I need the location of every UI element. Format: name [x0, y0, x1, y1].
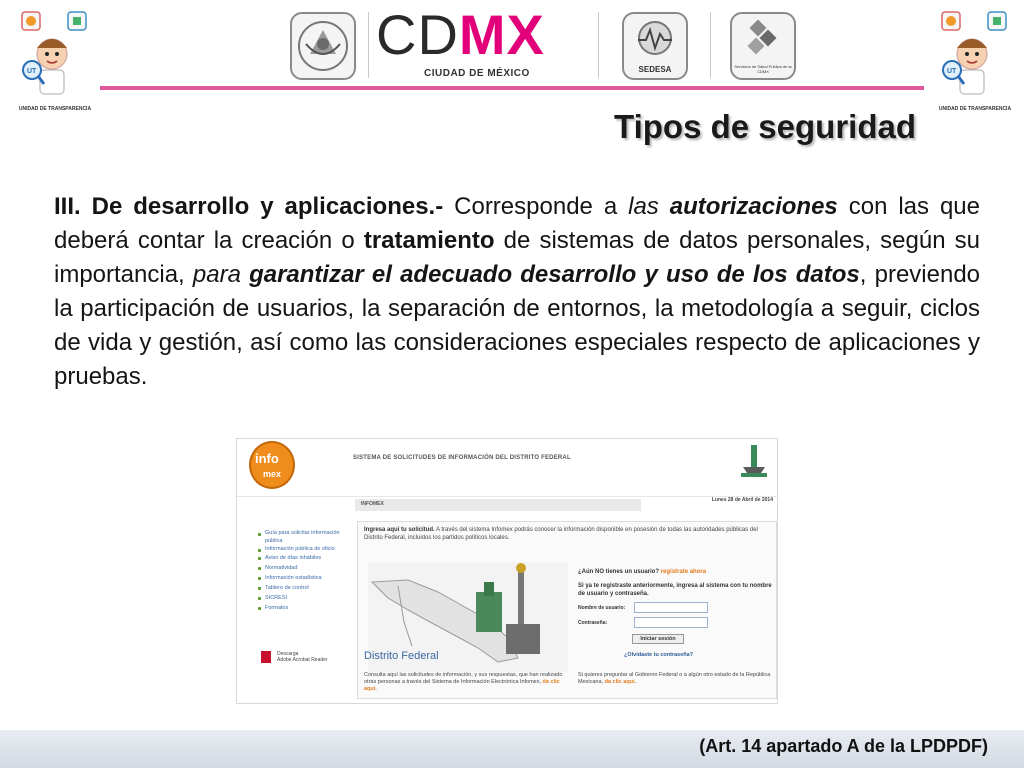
infomex-main-panel: [357, 521, 777, 699]
sidebar-item[interactable]: Información estadística: [257, 573, 349, 583]
password-input[interactable]: [634, 617, 708, 628]
password-label: Contraseña:: [578, 619, 608, 626]
sidebar-item[interactable]: SICRESI: [257, 593, 349, 603]
region-label: Distrito Federal: [364, 650, 439, 662]
sidebar-item[interactable]: Guía para solicitar información pública: [257, 529, 349, 545]
intro-bold: Ingresa aquí tu solicitud.: [364, 527, 435, 533]
slide-title: Tipos de seguridad: [614, 108, 916, 145]
consult-body: Consulta aquí las solicitudes de información, y sus respuestas, que han realizado otras personas a través del Sistema de Información Electrónica Infomex,: [364, 672, 563, 685]
paragraph-italic: para: [192, 261, 250, 288]
paragraph-italic: las: [628, 193, 670, 220]
svg-text:UT: UT: [27, 68, 37, 75]
eagle-seal-icon: [292, 14, 354, 78]
system-title: SISTEMA DE SOLICITUDES DE INFORMACIÓN DEL DISTRITO FEDERAL: [353, 455, 571, 461]
sidebar-item[interactable]: Normatividad: [257, 563, 349, 573]
username-input[interactable]: [634, 602, 708, 613]
paragraph-text: Corresponde a: [443, 193, 629, 220]
infomex-logo: [249, 441, 295, 489]
consult-requests-text: [364, 672, 572, 693]
current-date: Lunes 28 de Abril de 2014: [711, 497, 773, 503]
paragraph-lead: III. De desarrollo y aplicaciones.-: [54, 193, 444, 220]
paragraph-text: de sistemas de datos personales, según su importancia,: [54, 227, 981, 288]
info-df-monument-icon: [739, 443, 769, 479]
intro-text: [364, 526, 768, 542]
ut-caption-left: UNIDAD DE TRANSPARENCIA: [18, 106, 92, 112]
svg-text:UT: UT: [947, 68, 957, 75]
paragraph-text: , previendo la participación de usuarios, la separación de entornos, la metodología a seguir, ciclos de vida y gestión, así como las consideraciones especiales respecto de aplicaciones y pruebas.: [54, 261, 981, 390]
sidebar-item[interactable]: Tablero de control: [257, 583, 349, 593]
unidad-transparencia-logo-left: [12, 8, 98, 112]
no-user-text: ¿Aún NO tienes un usuario?: [578, 569, 660, 575]
consult-link[interactable]: da clic aquí.: [364, 679, 560, 692]
no-user-question: [578, 568, 774, 576]
login-button[interactable]: Iniciar sesión: [632, 634, 684, 644]
tab-infomex[interactable]: INFOMEX: [361, 501, 384, 507]
username-label: Nombre de usuario:: [578, 604, 626, 611]
acrobat-text: [277, 651, 347, 663]
infomex-header: [237, 439, 777, 497]
federal-link[interactable]: da clic aquí.: [604, 679, 637, 685]
federal-request-text: [578, 672, 774, 686]
paragraph-bold: tratamiento: [363, 227, 495, 254]
register-link[interactable]: regístrate ahora: [660, 569, 707, 575]
cdmx-mx: MX: [458, 3, 545, 66]
security-type-paragraph: [54, 190, 980, 394]
password-row: [578, 617, 774, 628]
infomex-logo-line1: info: [255, 451, 279, 466]
sidebar-item[interactable]: Aviso de días inhábiles: [257, 553, 349, 563]
ut-caption-right: UNIDAD DE TRANSPARENCIA: [938, 106, 1012, 112]
intro-body: A través del sistema Infomex podrás conocer la información disponible en posesión de todas las autoridades públicas del Distrito Federal, incluidos los partidos políticos locales.: [364, 527, 758, 541]
sedesa-logo: [622, 12, 688, 80]
forgot-password-link[interactable]: ¿Olvidaste tu contraseña?: [624, 652, 694, 658]
sidebar-menu: [257, 529, 349, 613]
sidebar-item[interactable]: Información pública de oficio: [257, 545, 349, 553]
login-note: Si ya te registraste anteriormente, ingresa al sistema con tu nombre de usuario y contraseña.: [578, 583, 772, 597]
transparency-mascot-icon: [12, 8, 98, 102]
paragraph-bold-italic: garantizar el adecuado desarrollo y uso de los datos: [249, 261, 860, 288]
sidebar-item[interactable]: Formatos: [257, 603, 349, 613]
cdmx-wordmark: [376, 2, 545, 68]
paragraph-bold-italic: autorizaciones: [669, 193, 838, 220]
sedesa-health-icon: [624, 14, 686, 60]
header-divider: [710, 12, 711, 78]
acrobat-line1: Descarga: [277, 651, 299, 657]
username-row: [578, 602, 774, 613]
cdmx-subtitle: CIUDAD DE MÉXICO: [424, 68, 530, 79]
cdmx-cd: CD: [376, 3, 459, 66]
pdf-icon: [261, 651, 271, 663]
header-divider: [598, 12, 599, 78]
paragraph-text: con las que deberá contar la creación o: [54, 193, 980, 254]
unidad-transparencia-logo-right: [932, 8, 1018, 112]
legal-citation: (Art. 14 apartado A de la LPDPDF): [699, 736, 988, 756]
header-divider: [368, 12, 369, 78]
federal-body: Si quieres preguntar al Gobierno Federal o a algún otro estado de la República Mexicana,: [578, 672, 771, 685]
header-accent-rule: [100, 86, 924, 90]
acrobat-line2: Adobe Acrobat Reader: [277, 657, 328, 663]
servicios-salud-icon: [732, 14, 794, 62]
tab-bar: [355, 499, 641, 511]
infomex-screenshot: [236, 438, 778, 704]
servicios-salud-logo: [730, 12, 796, 80]
servicios-caption: Servicios de Salud Pública de la CDMX: [734, 64, 792, 74]
sedesa-caption: SEDESA: [638, 65, 672, 74]
transparency-mascot-icon: [932, 8, 1018, 102]
login-panel: [578, 568, 774, 658]
mexico-eagle-seal: [290, 12, 356, 80]
infomex-logo-line2: mex: [263, 469, 282, 479]
